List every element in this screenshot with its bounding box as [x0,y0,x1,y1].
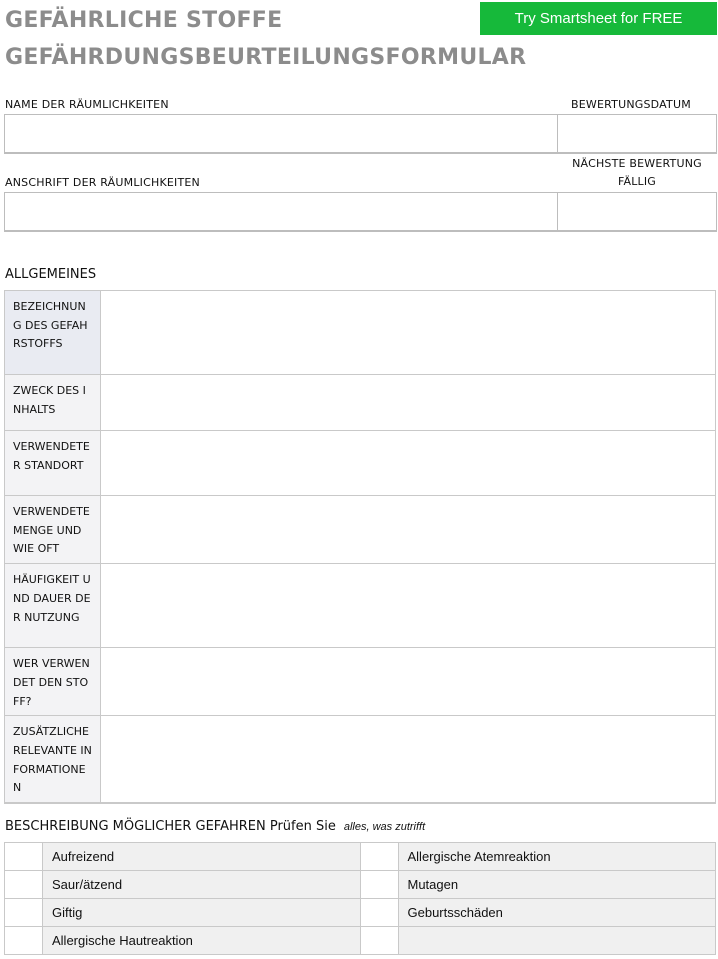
value-cell[interactable] [101,716,716,803]
checkbox[interactable] [5,871,43,899]
hazard-label: Mutagen [398,871,716,899]
hazard-label: Allergische Atemreaktion [398,843,716,871]
checkbox[interactable] [360,899,398,927]
premises-address-field[interactable] [4,192,558,232]
hazards-heading-note: alles, was zutrifft [343,821,426,833]
checkbox[interactable] [5,899,43,927]
table-row [5,843,716,871]
row-label-additional-info: ZUSÄTZLICHE RELEVANTE INFORMATIONEN [5,716,101,803]
table-row [5,871,716,899]
checkbox[interactable] [5,843,43,871]
table-row [5,716,716,803]
hazard-label: Saur/ätzend [43,871,361,899]
table-row [5,291,716,375]
hazard-label [398,927,716,955]
checkbox[interactable] [360,843,398,871]
premises-address-label: ANSCHRIFT DER RÄUMLICHKEITEN [5,176,200,189]
value-cell[interactable] [101,648,716,716]
row-label-purpose: ZWECK DES INHALTS [5,375,101,431]
hazard-label: Aufreizend [43,843,361,871]
hazards-table [4,842,716,955]
assessment-date-label: BEWERTUNGSDATUM [571,98,691,111]
hazards-heading [5,819,425,834]
assessment-date-field[interactable] [557,114,717,154]
try-smartsheet-button[interactable]: Try Smartsheet for FREE [480,2,717,35]
value-cell[interactable] [101,375,716,431]
next-assessment-field[interactable] [557,192,717,232]
value-cell[interactable] [101,431,716,496]
row-label-frequency: HÄUFIGKEIT UND DAUER DER NUTZUNG [5,564,101,648]
value-cell[interactable] [101,496,716,564]
hazard-label: Geburtsschäden [398,899,716,927]
hazard-label: Giftig [43,899,361,927]
value-cell[interactable] [101,291,716,375]
table-row [5,496,716,564]
checkbox[interactable] [360,927,398,955]
row-label-location: VERWENDETER STANDORT [5,431,101,496]
table-row [5,927,716,955]
form-title-line-1: GEFÄHRLICHE STOFFE [5,8,283,33]
table-row [5,431,716,496]
row-label-who-uses: WER VERWENDET DEN STOFF? [5,648,101,716]
row-label-substance-name: BEZEICHNUNG DES GEFAHRSTOFFS [5,291,101,375]
premises-name-label: NAME DER RÄUMLICHKEITEN [5,98,169,111]
general-heading: ALLGEMEINES [5,267,97,282]
checkbox[interactable] [5,927,43,955]
form-title-line-2: GEFÄHRDUNGSBEURTEILUNGSFORMULAR [5,45,527,70]
table-row [5,648,716,716]
table-row [5,375,716,431]
checkbox[interactable] [360,871,398,899]
row-label-quantity: VERWENDETE MENGE UND WIE OFT [5,496,101,564]
hazard-label: Allergische Hautreaktion [43,927,361,955]
hazards-heading-text: BESCHREIBUNG MÖGLICHER GEFAHREN Prüfen Sie [5,819,336,834]
general-info-table [4,290,716,804]
premises-name-field[interactable] [4,114,558,154]
table-row [5,899,716,927]
table-row [5,564,716,648]
next-assessment-label: NÄCHSTE BEWERTUNG FÄLLIG [572,157,702,188]
value-cell[interactable] [101,564,716,648]
